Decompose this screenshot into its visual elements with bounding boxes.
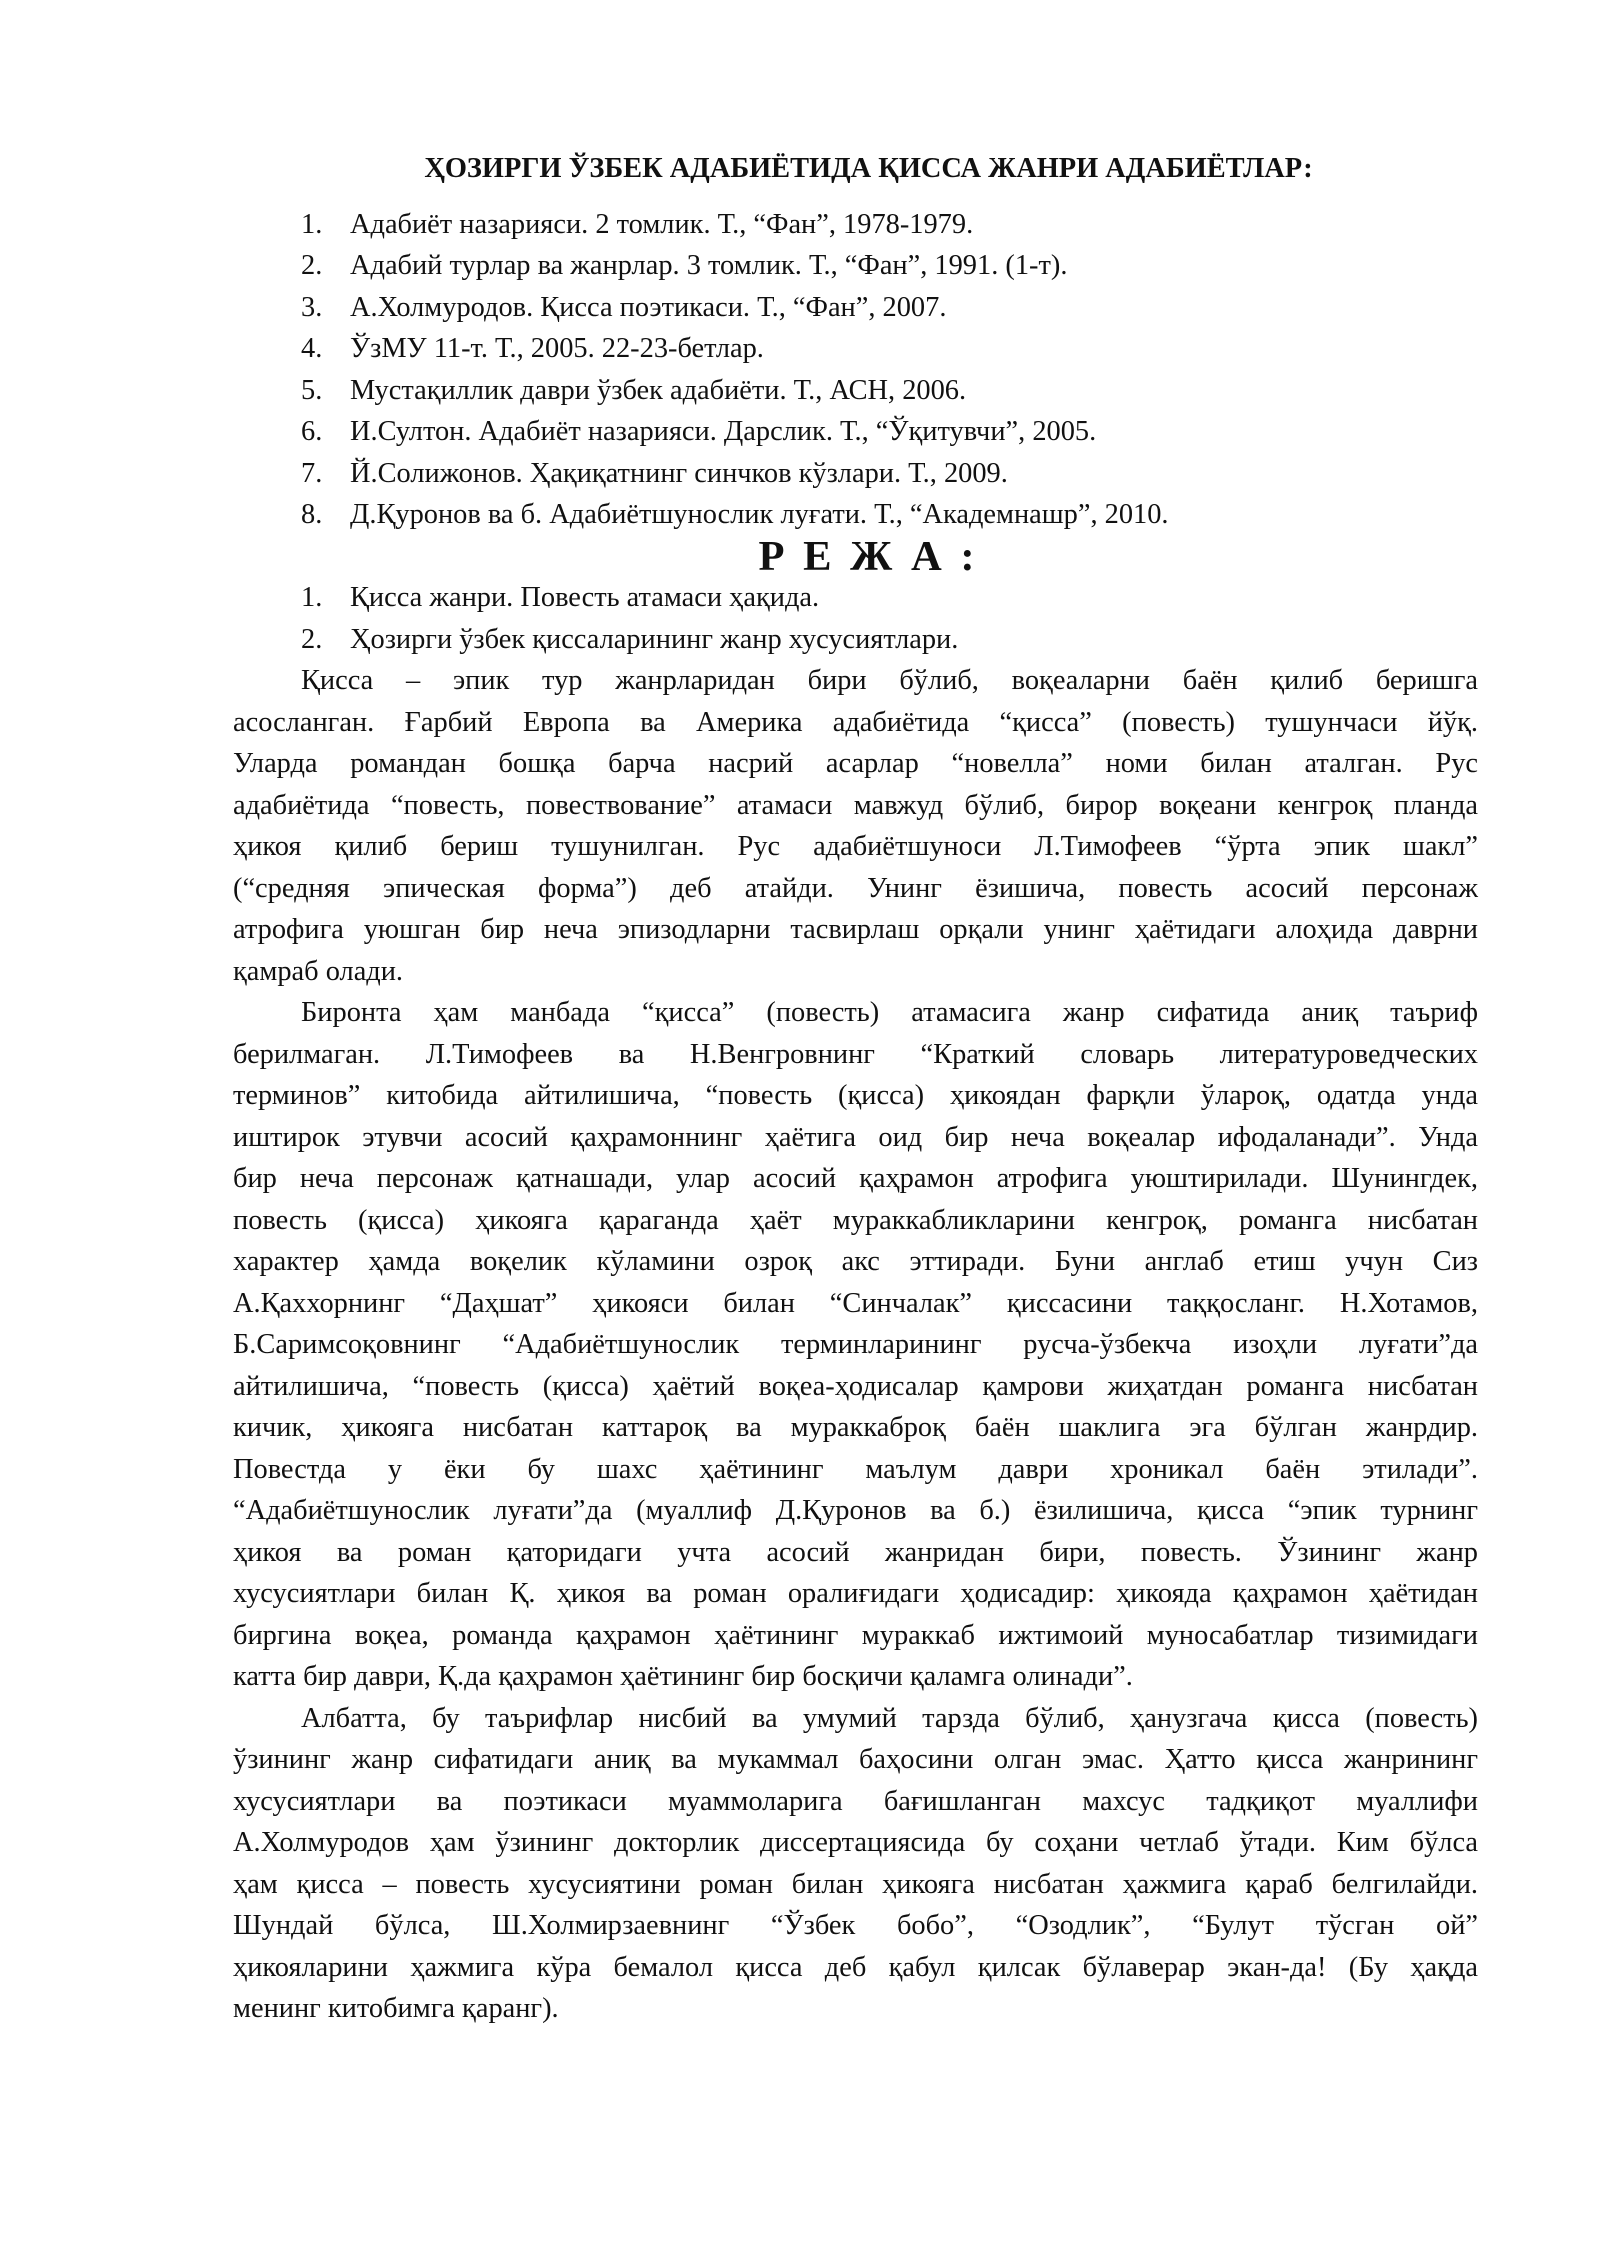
paragraph-line: ўзининг жанр сифатидаги аниқ ва мукаммал баҳосини олган эмас. Ҳатто қисса жанрининг bbox=[233, 1744, 1478, 1775]
paragraph-line: ҳикоя ва роман қаторидаги учта асосий жанридан бири, повесть. Ўзининг жанр bbox=[233, 1536, 1478, 1568]
plan-title: Р Е Ж А : bbox=[758, 532, 979, 580]
reference-item bbox=[233, 453, 1478, 495]
reference-number: 5. bbox=[301, 374, 323, 406]
reference-number: 8. bbox=[301, 499, 323, 530]
paragraph-line: менинг китобимга қаранг). bbox=[233, 1993, 559, 2024]
paragraph-line: характер ҳамда воқелик кўламини озроқ акс эттиради. Буни англаб етиш учун Сиз bbox=[233, 1246, 1478, 1277]
paragraph-line: бир неча персонаж қатнашади, улар асосий қаҳрамон атрофига уюштирилади. Шунингдек, bbox=[233, 1163, 1478, 1194]
reference-number: 7. bbox=[301, 457, 323, 489]
body-paragraph bbox=[233, 660, 1478, 992]
paragraph-line: айтилишича, “повесть (қисса) ҳаётий воқеа-ҳодисалар қамрови жиҳатдан романга нисбатан bbox=[233, 1370, 1478, 1402]
reference-item bbox=[233, 287, 1478, 329]
reference-item bbox=[233, 328, 1478, 370]
reference-text: И.Султон. Адабиёт назарияси. Дарслик. Т., “Ўқитувчи”, 2005. bbox=[350, 416, 1097, 447]
paragraph-line: асосланган. Ғарбий Европа ва Америка адабиётида “қисса” (повесть) тушунчаси йўқ. bbox=[233, 706, 1478, 738]
plan-number: 2. bbox=[301, 623, 323, 655]
paragraph-line: иштирок этувчи асосий қаҳрамоннинг ҳаётига оид бир неча воқеалар ифодаланади”. Унда bbox=[233, 1121, 1478, 1153]
reference-item bbox=[233, 204, 1478, 246]
paragraph-line: Повестда у ёки бу шахс ҳаётининг маълум даври хроникал баён этилади”. bbox=[233, 1453, 1478, 1485]
paragraph-line: берилмаган. Л.Тимофеев ва Н.Венгровнинг “Краткий словарь литературоведческих bbox=[233, 1038, 1478, 1070]
reference-item bbox=[233, 245, 1478, 287]
paragraph-line: Қисса – эпик тур жанрларидан бири бўлиб, воқеаларни баён қилиб беришга bbox=[301, 665, 1478, 696]
paragraph-line: биргина воқеа, романда қаҳрамон ҳаётининг мураккаб ижтимоий муносабатлар тизимидаги bbox=[233, 1619, 1478, 1651]
reference-item bbox=[233, 411, 1478, 453]
plan-item bbox=[233, 619, 1478, 661]
paragraph-line: Албатта, бу таърифлар нисбий ва умумий тарзда бўлиб, ҳанузгача қисса (повесть) bbox=[301, 1702, 1478, 1734]
reference-item bbox=[233, 370, 1478, 412]
reference-text: Д.Қуронов ва б. Адабиётшунослик луғати. Т., “Академнашр”, 2010. bbox=[350, 499, 1169, 530]
body-paragraph bbox=[233, 1698, 1478, 2030]
reference-text: Мустақиллик даври ўзбек адабиёти. Т., АСН, 2006. bbox=[350, 374, 967, 406]
paragraph-line: кичик, ҳикояга нисбатан каттароқ ва мураккаброқ баён шаклига эга бўлган жанрдир. bbox=[233, 1412, 1478, 1443]
paragraph-line: А.Қаххорнинг “Даҳшат” ҳикояси билан “Синчалак” қиссасини таққосланг. Н.Хотамов, bbox=[233, 1287, 1478, 1319]
plan-list bbox=[233, 577, 1478, 660]
paragraph-line: Биронта ҳам манбада “қисса” (повесть) атамасига жанр сифатида аниқ таъриф bbox=[301, 997, 1478, 1028]
reference-number: 2. bbox=[301, 250, 323, 281]
paragraph-line: катта бир даври, Қ.да қаҳрамон ҳаётининг бир босқичи қаламга олинади”. bbox=[233, 1661, 1133, 1692]
reference-text: А.Холмуродов. Қисса поэтикаси. Т., “Фан”, 2007. bbox=[350, 291, 947, 323]
paragraph-line: ҳикоя қилиб бериш тушунилган. Рус адабиётшуноси Л.Тимофеев “ўрта эпик шакл” bbox=[233, 831, 1478, 862]
reference-number: 1. bbox=[301, 208, 323, 240]
plan-text: Ҳозирги ўзбек қиссаларининг жанр хусусиятлари. bbox=[350, 623, 959, 655]
reference-number: 4. bbox=[301, 333, 323, 364]
body-paragraph bbox=[233, 992, 1478, 1698]
reference-number: 6. bbox=[301, 416, 323, 447]
plan-text: Қисса жанри. Повесть атамаси ҳақида. bbox=[350, 582, 820, 613]
paragraph-line: хусусиятлари ва поэтикаси муаммоларига бағишланган махсус тадқиқот муаллифи bbox=[233, 1785, 1478, 1817]
paragraph-line: (“средняя эпическая форма”) деб атайди. Унинг ёзишича, повесть асосий персонаж bbox=[233, 872, 1478, 904]
references-list bbox=[233, 204, 1478, 536]
plan-item bbox=[233, 577, 1478, 619]
reference-text: Й.Солижонов. Ҳақиқатнинг синчков кўзлари. Т., 2009. bbox=[350, 457, 1008, 489]
paragraph-line: Шундай бўлса, Ш.Холмирзаевнинг “Ўзбек бобо”, “Озодлик”, “Булут тўсган ой” bbox=[233, 1910, 1478, 1941]
reference-number: 3. bbox=[301, 291, 323, 323]
paragraph-line: адабиётида “повесть, повествование” атамаси мавжуд бўлиб, бирор воқеани кенгроқ планда bbox=[233, 789, 1478, 821]
paragraph-line: “Адабиётшунослик луғати”да (муаллиф Д.Қуронов ва б.) ёзилишича, қисса “эпик турнинг bbox=[233, 1495, 1478, 1526]
paragraph-line: атрофига уюшган бир неча эпизодларни тасвирлаш орқали унинг ҳаётидаги алоҳида даврни bbox=[233, 914, 1478, 945]
paragraph-line: Уларда романдан бошқа барча насрий асарлар “новелла” номи билан аталган. Рус bbox=[233, 748, 1478, 779]
reference-item bbox=[233, 494, 1478, 536]
paragraph-line: қамраб олади. bbox=[233, 955, 404, 987]
document-title: ҲОЗИРГИ ЎЗБЕК АДАБИЁТИДА ҚИССА ЖАНРИ АДАБИЁТЛАР: bbox=[424, 153, 1313, 184]
paragraph-line: повесть (қисса) ҳикояга қараганда ҳаёт мураккабликларини кенгроқ, романга нисбатан bbox=[233, 1204, 1478, 1236]
reference-text: Адабий турлар ва жанрлар. 3 томлик. Т., “Фан”, 1991. (1-т). bbox=[350, 250, 1068, 281]
paragraph-line: ҳикояларини ҳажмига кўра бемалол қисса деб қабул қилсак бўлаверар экан-да! (Бу ҳақда bbox=[233, 1951, 1478, 1983]
reference-text: ЎзМУ 11-т. Т., 2005. 22-23-бетлар. bbox=[350, 333, 764, 364]
paragraph-line: Б.Саримсоқовнинг “Адабиётшунослик терминларининг русча-ўзбекча изоҳли луғати”да bbox=[233, 1329, 1478, 1360]
plan-number: 1. bbox=[301, 582, 323, 613]
paragraph-line: терминов” китобида айтилишича, “повесть (қисса) ҳикоядан фарқли ўлароқ, одатда унда bbox=[233, 1080, 1478, 1111]
paragraph-line: хусусиятлари билан Қ. ҳикоя ва роман оралиғидаги ҳодисадир: ҳикояда қаҳрамон ҳаётидан bbox=[233, 1578, 1478, 1609]
reference-text: Адабиёт назарияси. 2 томлик. Т., “Фан”, 1978-1979. bbox=[350, 208, 974, 240]
paragraph-line: ҳам қисса – повесть хусусиятини роман билан ҳикояга нисбатан ҳажмига қараб белгилайди. bbox=[233, 1868, 1478, 1900]
paragraph-line: А.Холмуродов ҳам ўзининг докторлик диссертациясида бу соҳани четлаб ўтади. Ким бўлса bbox=[233, 1827, 1478, 1858]
